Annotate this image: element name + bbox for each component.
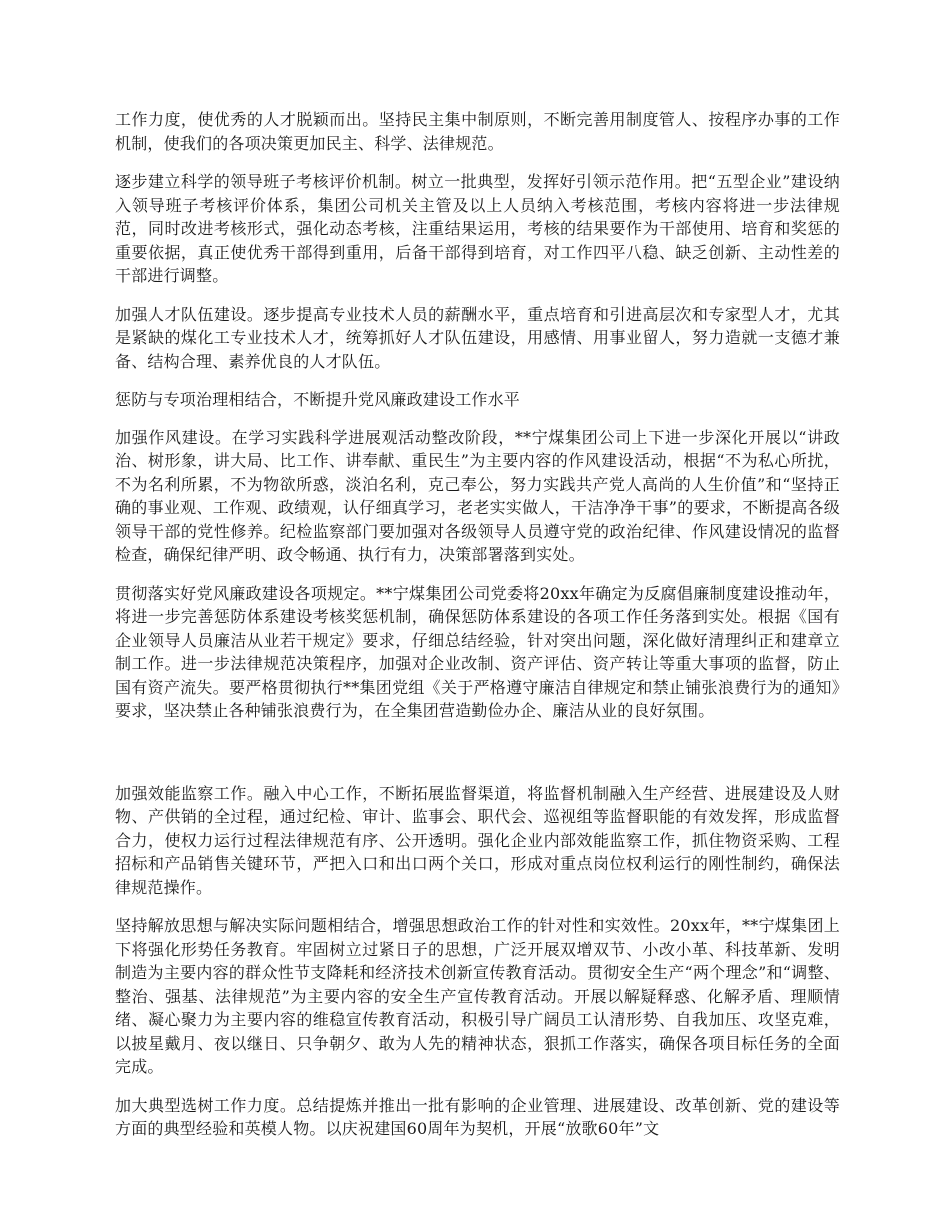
paragraph: 坚持解放思想与解决实际问题相结合，增强思想政治工作的针对性和实效性。20xx年，**宁煤集团上下将强化形势任务教育。牢固树立过紧日子的思想，广泛开展双增双节、小改小革、科技革新、发明制造为主要内容的群众性节支降耗和经济技术创新宣传教育活动。贯彻安全生产“两个理念”和“调整、整治、强基、法律规范”为主要内容的安全生产宣传教育活动。开展以解疑释惑、化解矛盾、理顺情绪、凝心聚力为主要内容的维稳宣传教育活动，积极引导广阔员工认清形势、自我加压、攻坚克难，以披星戴月、夜以继日、只争朝夕、敢为人先的精神状态，狠抓工作落实，确保各项目标任务的全面完成。 — [115, 916, 840, 1076]
page-gap — [115, 738, 840, 782]
paragraph: 贯彻落实好党风廉政建设各项规定。**宁煤集团公司党委将20xx年确定为反腐倡廉制度建设推动年，将进一步完善惩防体系建设考核奖惩机制，确保惩防体系建设的各项工作任务落到实处。根据《国有企业领导人员廉洁从业若干规定》要求，仔细总结经验，针对突出问题，深化做好清理纠正和建章立制工作。进一步法律规范决策程序，加强对企业改制、资产评估、资产转让等重大事项的监督，防止国有资产流失。要严格贯彻执行**集团党组《关于严格遵守廉洁自律规定和禁止铺张浪费行为的通知》要求，坚决禁止各种铺张浪费行为，在全集团营造勤俭办企、廉洁从业的良好氛围。 — [115, 583, 840, 720]
paragraph: 加大典型选树工作力度。总结提炼并推出一批有影响的企业管理、进展建设、改革创新、党的建设等方面的典型经验和英模人物。以庆祝建国60周年为契机，开展“放歌60年”文 — [115, 1095, 840, 1138]
paragraph: 逐步建立科学的领导班子考核评价机制。树立一批典型，发挥好引领示范作用。把“五型企业”建设纳入领导班子考核评价体系，集团公司机关主管及以上人员纳入考核范围，考核内容将进一步法律规范，同时改进考核形式，强化动态考核，注重结果运用，考核的结果要作为干部使用、培育和奖惩的重要依据，真正使优秀干部得到重用，后备干部得到培育，对工作四平八稳、缺乏创新、主动性差的干部进行调整。 — [115, 172, 840, 285]
paragraph: 加强人才队伍建设。逐步提高专业技术人员的薪酬水平，重点培育和引进高层次和专家型人才，尤其是紧缺的煤化工专业技术人才，统筹抓好人才队伍建设，用感情、用事业留人，努力造就一支德才兼备、结构合理、素养优良的人才队伍。 — [115, 304, 840, 371]
paragraph: 工作力度，使优秀的人才脱颖而出。坚持民主集中制原则，不断完善用制度管人、按程序办事的工作机制，使我们的各项决策更加民主、科学、法律规范。 — [115, 110, 840, 153]
document-body — [115, 108, 840, 1156]
paragraph: 加强作风建设。在学习实践科学进展观活动整改阶段，**宁煤集团公司上下进一步深化开展以“讲政治、树形象，讲大局、比工作、讲奉献、重民生”为主要内容的作风建设活动，根据“不为私心所扰，不为名利所累，不为物欲所惑，淡泊名利，克己奉公，努力实践共产党人高尚的人生价值”和“坚持正确的事业观、工作观、政绩观，认仔细真学习，老老实实做人，干洁净净干事”的要求，不断提高各级领导干部的党性修养。纪检监察部门要加强对各级领导人员遵守党的政治纪律、作风建设情况的监督检查，确保纪律严明、政令畅通、执行有力，决策部署落到实处。 — [115, 427, 840, 564]
paragraph: 加强效能监察工作。融入中心工作，不断拓展监督渠道，将监督机制融入生产经营、进展建设及人财物、产供销的全过程，通过纪检、审计、监事会、职代会、巡视组等监督职能的有效发挥，形成监督合力，使权力运行过程法律规范有序、公开透明。强化企业内部效能监察工作，抓住物资采购、工程招标和产品销售关键环节，严把入口和出口两个关口，形成对重点岗位权利运行的刚性制约，确保法律规范操作。 — [115, 783, 840, 897]
section-heading: 惩防与专项治理相结合，不断提升党风廉政建设工作水平 — [115, 390, 521, 409]
